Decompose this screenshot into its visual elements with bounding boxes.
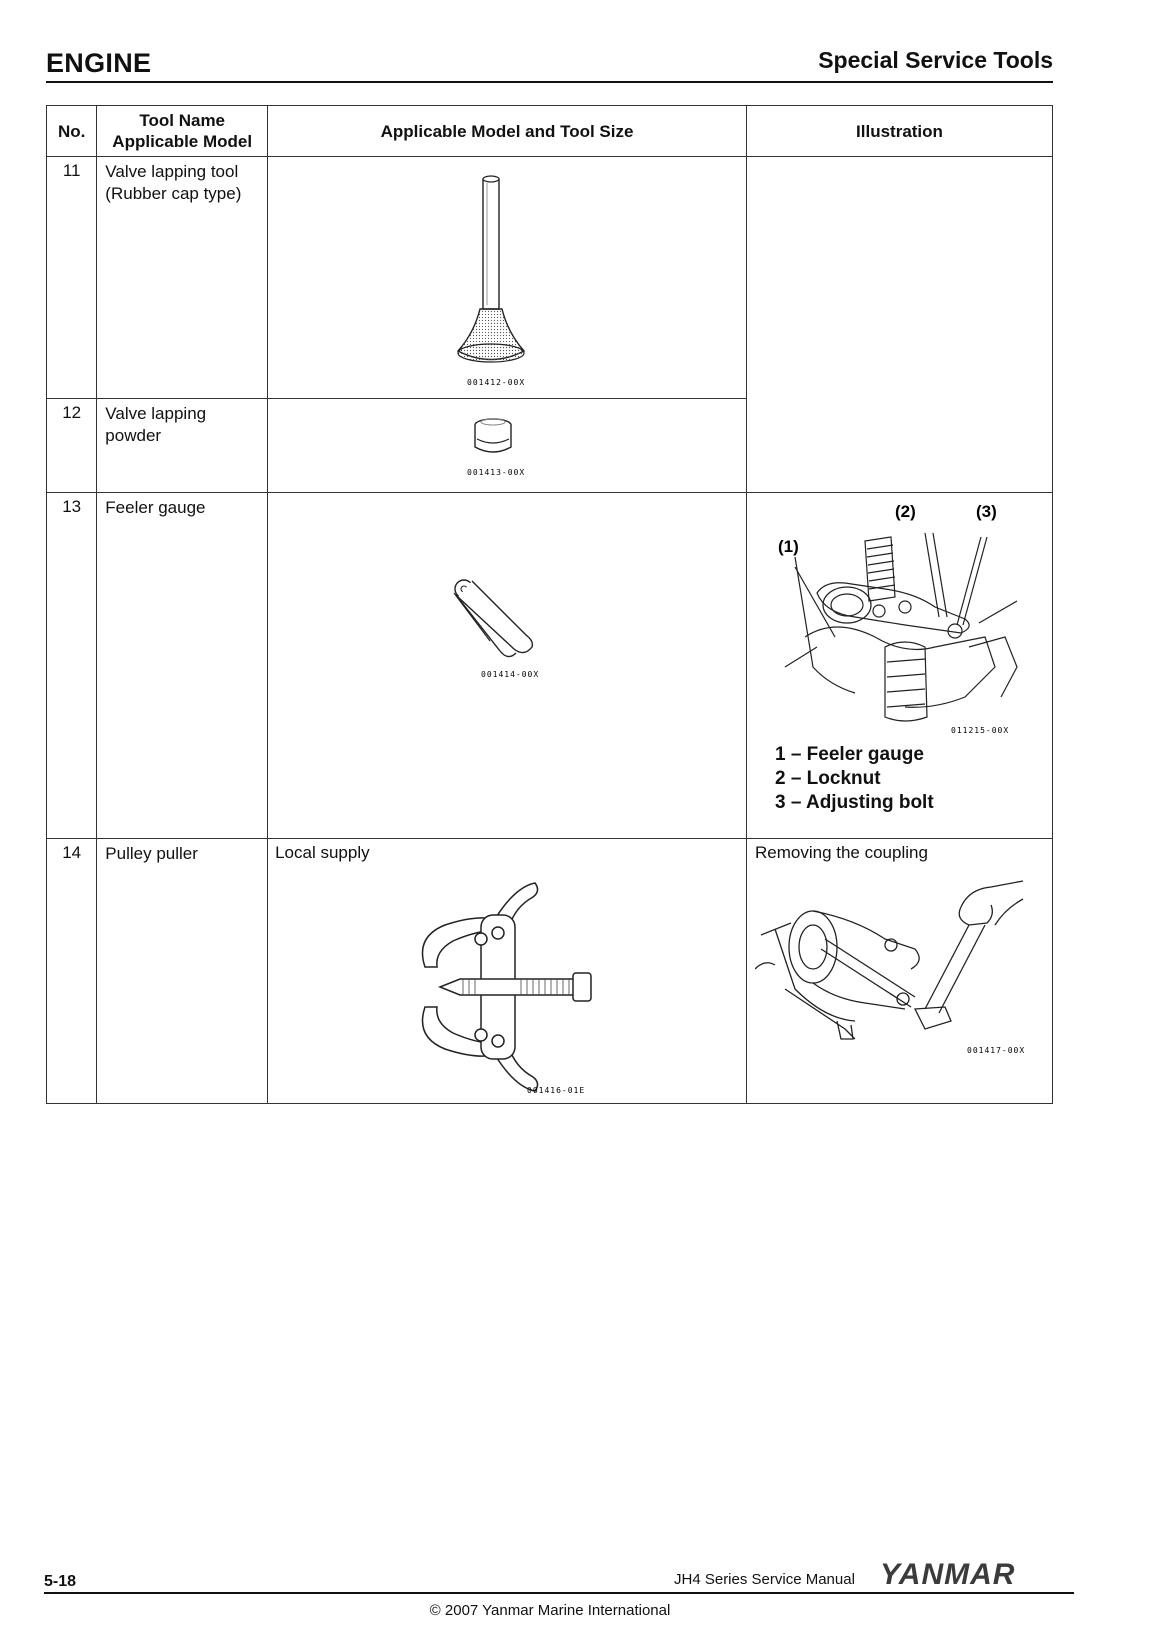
- tool-size-cell: [268, 157, 747, 399]
- row-number: 12: [47, 399, 97, 493]
- legend-item: 1 – Feeler gauge: [774, 744, 924, 765]
- footer-rule: [44, 1592, 1074, 1594]
- legend-item: 3 – Adjusting bolt: [774, 792, 934, 813]
- row-number: 13: [47, 493, 97, 839]
- col-header-illustration: Illustration: [746, 106, 1052, 157]
- tool-name: [97, 399, 268, 493]
- illustration-caption: Removing the coupling: [754, 843, 928, 862]
- illustration-cell-empty: [746, 157, 1052, 493]
- tool-size-text: Local supply: [275, 843, 370, 862]
- header-rule: [46, 81, 1053, 83]
- image-code: 001416-01E: [527, 1086, 586, 1095]
- tool-size-cell: [268, 839, 747, 1104]
- table-header-row: [47, 106, 1053, 157]
- row-number: 11: [47, 157, 97, 399]
- tool-name-line2: (Rubber cap type): [105, 184, 242, 203]
- table-row: [47, 493, 1053, 839]
- col-header-name-line1: Tool Name: [139, 111, 226, 130]
- legend-item: 2 – Locknut: [774, 768, 881, 789]
- tool-size-cell: [268, 399, 747, 493]
- tool-name-line1: Valve lapping tool: [105, 162, 239, 181]
- callout-1: (1): [777, 537, 799, 556]
- legend: [755, 743, 1052, 815]
- valve-lapping-tool-image: [268, 163, 708, 393]
- lapping-powder-can-image: [268, 403, 708, 491]
- col-header-size: Applicable Model and Tool Size: [268, 106, 747, 157]
- image-code: 001413-00X: [467, 468, 526, 477]
- valve-clearance-adjustment-image: [755, 497, 1037, 737]
- removing-coupling-image: [755, 869, 1037, 1059]
- pulley-puller-image: [275, 867, 715, 1097]
- tool-name-line2: powder: [105, 426, 162, 445]
- illustration-cell: [746, 493, 1052, 839]
- callout-3: (3): [975, 502, 997, 521]
- page-title: Special Service Tools: [818, 47, 1053, 73]
- section-title: ENGINE: [46, 48, 152, 78]
- service-tools-table: [46, 105, 1053, 1104]
- tool-name: [97, 157, 268, 399]
- illustration-cell: [746, 839, 1052, 1104]
- illustration-code: 011215-00X: [950, 726, 1010, 735]
- callout-2: (2): [894, 502, 916, 521]
- tool-size-cell: [268, 493, 747, 839]
- col-header-name-line2: Applicable Model: [112, 132, 253, 151]
- tool-name-line1: Pulley puller: [105, 844, 198, 863]
- row-number: 14: [47, 839, 97, 1104]
- table-row: [47, 839, 1053, 1104]
- col-header-no: No.: [47, 106, 97, 157]
- feeler-gauge-image: [268, 569, 708, 769]
- illustration-code: 001417-00X: [966, 1046, 1026, 1055]
- tool-name-line1: Feeler gauge: [105, 498, 206, 517]
- col-header-name: [97, 106, 268, 157]
- page-number: 5-18: [44, 1573, 77, 1590]
- tool-name: [97, 839, 268, 1104]
- copyright: © 2007 Yanmar Marine International: [429, 1602, 671, 1619]
- yanmar-logo: YANMAR: [880, 1558, 1016, 1591]
- tool-name: [97, 493, 268, 839]
- tool-name-line1: Valve lapping: [105, 404, 207, 423]
- image-code: 001414-00X: [481, 670, 540, 679]
- image-code: 001412-00X: [467, 378, 526, 387]
- table-row: [47, 157, 1053, 399]
- manual-title: JH4 Series Service Manual: [674, 1571, 855, 1588]
